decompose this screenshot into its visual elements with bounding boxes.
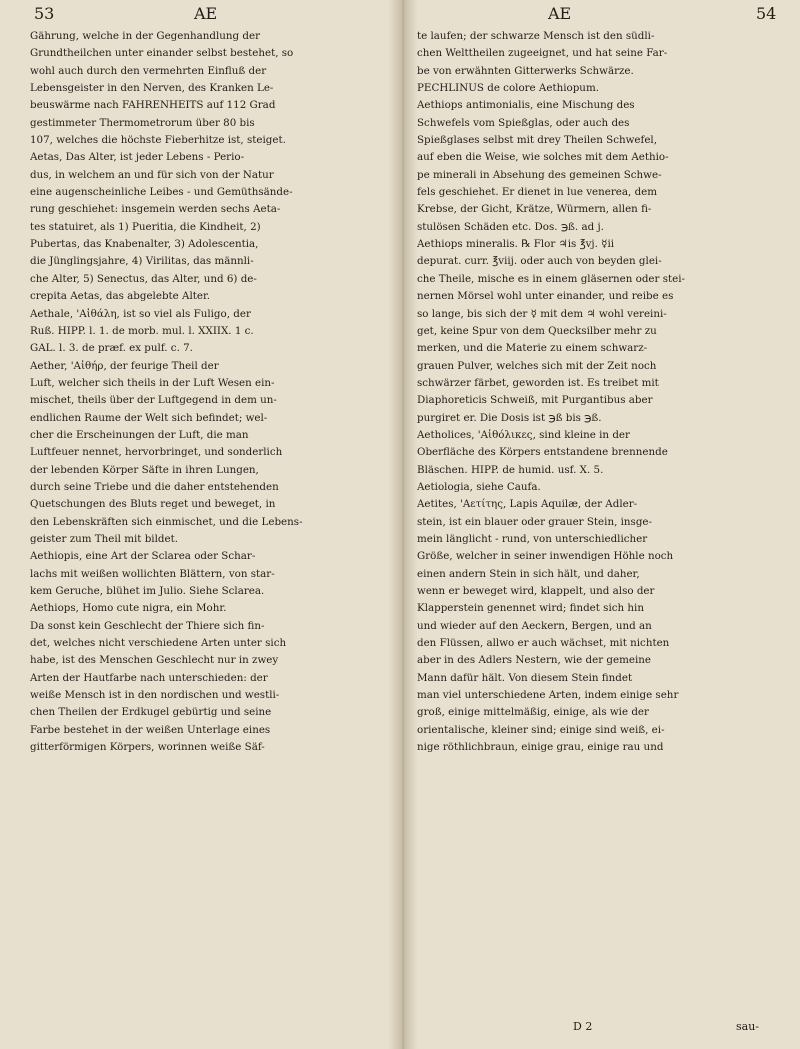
text-line: Lebensgeister in den Nerven, des Kranken Le- (30, 82, 274, 95)
text-line: Aetholices, 'Aἰθόλικες, sind kleine in der (417, 428, 630, 441)
text-line: stulösen Schäden etc. Dos. ℈ß. ad j. (417, 220, 604, 233)
catchword: sau- (736, 1020, 760, 1033)
text-line: 107, welches die höchste Fieberhitze ist, steiget. (30, 134, 286, 147)
text-line: die Jünglingsjahre, 4) Virilitas, das männli- (30, 255, 254, 268)
text-line: Gährung, welche in der Gegenhandlung der (30, 30, 261, 42)
text-line: auf eben die Weise, wie solches mit dem Aethio- (417, 151, 669, 164)
text-line: Luftfeuer nennet, hervorbringet, und sonderlich (30, 446, 283, 459)
text-line: Pubertas, das Knabenalter, 3) Adolescentia, (30, 238, 259, 251)
text-line: det, welches nicht verschiedene Arten unter sich (30, 637, 287, 650)
text-line: Farbe bestehet in der weißen Unterlage eines (30, 723, 271, 736)
text-line: crepita Aetas, das abgelebte Alter. (30, 290, 211, 303)
text-line: Quetschungen des Bluts reget und beweget, in (30, 498, 276, 511)
text-line: Oberfläche des Körpers entstandene brennende (417, 446, 668, 459)
text-line: grauen Pulver, welches sich mit der Zeit noch (417, 359, 657, 372)
text-line: Da sonst kein Geschlecht der Thiere sich fin- (30, 619, 265, 632)
text-line: Aethiops mineralis. ℞ Flor ♃is ℥vj. ☿ii (417, 238, 615, 251)
text-line: depurat. curr. ℥viij. oder auch von beyden glei- (417, 255, 662, 268)
text-line: wohl auch durch den vermehrten Einfluß der (30, 64, 267, 77)
text-line: che Alter, 5) Senectus, das Alter, und 6) de- (30, 272, 257, 285)
left-text-column (30, 28, 392, 756)
text-line: Aetas, Das Alter, ist jeder Lebens - Perio- (30, 151, 245, 164)
text-line: Aetites, 'Aετίτης, Lapis Aquilæ, der Adler- (417, 498, 638, 511)
text-line: und wieder auf den Aeckern, Bergen, und an (417, 619, 652, 632)
text-line: beuswärme nach FAHRENHEITS auf 112 Grad (30, 99, 276, 112)
right-text-column (417, 28, 775, 756)
text-line: so lange, bis sich der ☿ mit dem ♃ wohl vereini- (417, 307, 667, 320)
text-line: Mann dafür hält. Von diesem Stein findet (417, 671, 633, 684)
text-line: Schwefels vom Spießglas, oder auch des (417, 116, 630, 129)
text-line: pe minerali in Absehung des gemeinen Schwe- (417, 168, 662, 181)
text-line: te laufen; der schwarze Mensch ist den südli- (417, 30, 655, 42)
text-line: eine augenscheinliche Leibes - und Gemüthsände- (30, 186, 293, 199)
text-line: Aethale, 'Aἰθάλη, ist so viel als Fuligo, der (30, 307, 251, 320)
text-line: lachs mit weißen wollichten Blättern, von star- (30, 567, 275, 580)
text-line: stein, ist ein blauer oder grauer Stein, insge- (417, 515, 652, 528)
book-gutter (388, 0, 418, 1049)
text-line: rung geschiehet: insgemein werden sechs Aeta- (30, 203, 281, 216)
text-line: der lebenden Körper Säfte in ihren Lungen, (30, 463, 259, 476)
text-line: nernen Mörsel wohl unter einander, und reibe es (417, 290, 674, 303)
text-line: get, keine Spur von dem Quecksilber mehr zu (417, 324, 657, 337)
text-line: durch seine Triebe und die daher entstehenden (30, 480, 279, 493)
text-line: Luft, welcher sich theils in der Luft Wesen ein- (30, 376, 275, 389)
text-line: PECHLINUS de colore Aethiopum. (417, 82, 599, 95)
text-line: man viel unterschiedene Arten, indem einige sehr (417, 689, 679, 702)
text-line: chen Theilen der Erdkugel gebürtig und seine (30, 706, 272, 719)
text-line: mischet, theils über der Luftgegend in dem un- (30, 394, 277, 407)
left-running-head: AE (194, 4, 218, 23)
text-line: chen Welttheilen zugeeignet, und hat seine Far- (417, 47, 668, 60)
text-line: gitterförmigen Körpers, worinnen weiße Säf- (30, 741, 265, 754)
left-page-number: 53 (34, 4, 55, 23)
text-line: kem Geruche, blühet im Julio. Siehe Sclarea. (30, 585, 265, 597)
text-line: fels geschiehet. Er dienet in lue venerea, dem (417, 186, 658, 199)
text-line: wenn er beweget wird, klappelt, und also der (417, 585, 655, 597)
text-line: che Theile, mische es in einem gläsernen oder stei- (417, 272, 686, 285)
text-line: merken, und die Materie zu einem schwarz- (417, 342, 648, 355)
text-line: aber in des Adlers Nestern, wie der gemeine (417, 654, 651, 667)
text-line: groß, einige mittelmäßig, einige, als wie der (417, 706, 649, 719)
text-line: dus, in welchem an und für sich von der Natur (30, 168, 274, 181)
text-line: Spießglases selbst mit drey Theilen Schwefel, (417, 134, 658, 147)
text-line: den Lebenskräften sich einmischet, und die Lebens- (30, 515, 303, 528)
text-line: Krebse, der Gicht, Krätze, Würmern, allen fi- (417, 203, 652, 216)
text-line: Aetiologia, siehe Caufa. (417, 480, 541, 493)
text-line: endlichen Raume der Welt sich befindet; wel- (30, 411, 268, 424)
text-line: Ruß. HIPP. l. 1. de morb. mul. l. XXIIX. 1 c. (30, 324, 254, 337)
text-line: nige röthlichbraun, einige grau, einige rau und (417, 741, 664, 754)
text-line: Größe, welcher in seiner inwendigen Höhle noch (417, 550, 674, 563)
text-line: Aethiops, Homo cute nigra, ein Mohr. (30, 602, 227, 615)
text-line: Grundtheilchen unter einander selbst bestehet, so (30, 47, 294, 60)
text-line: be von erwähnten Gitterwerks Schwärze. (417, 64, 634, 77)
text-line: purgiret er. Die Dosis ist ℈ß bis ℈ß. (417, 411, 602, 424)
text-line: Diaphoreticis Schweiß, mit Purgantibus aber (417, 394, 653, 407)
text-line: GAL. l. 3. de præf. ex pulf. c. 7. (30, 342, 193, 355)
text-line: weiße Mensch ist in den nordischen und westli- (30, 689, 280, 702)
text-line: schwärzer färbet, geworden ist. Es treibet mit (417, 376, 659, 389)
right-page-number: 54 (756, 4, 777, 23)
text-line: Bläschen. HIPP. de humid. usf. X. 5. (417, 463, 604, 476)
text-line: mein länglicht - rund, von unterschiedlicher (417, 532, 648, 545)
text-line: tes statuiret, als 1) Pueritia, die Kindheit, 2) (30, 220, 261, 233)
text-line: Arten der Hautfarbe nach unterschieden: der (30, 671, 268, 684)
text-line: gestimmeter Thermometrorum über 80 bis (30, 116, 255, 129)
text-line: habe, ist des Menschen Geschlecht nur in zwey (30, 654, 279, 667)
text-line: cher die Erscheinungen der Luft, die man (30, 428, 249, 441)
text-line: Aether, 'Aἰθήρ, der feurige Theil der (30, 359, 219, 372)
text-line: den Flüssen, allwo er auch wächset, mit nichten (417, 637, 670, 650)
text-line: Klapperstein genennet wird; findet sich hin (417, 602, 644, 615)
right-running-head: AE (548, 4, 572, 23)
text-line: einen andern Stein in sich hält, und daher, (417, 567, 640, 580)
text-line: Aethiopis, eine Art der Sclarea oder Schar- (30, 550, 256, 563)
text-line: orientalische, kleiner sind; einige sind weiß, ei- (417, 723, 665, 736)
text-line: Aethiops antimonialis, eine Mischung des (417, 99, 635, 112)
text-line: geister zum Theil mit bildet. (30, 532, 178, 545)
signature-mark: D 2 (573, 1020, 593, 1033)
